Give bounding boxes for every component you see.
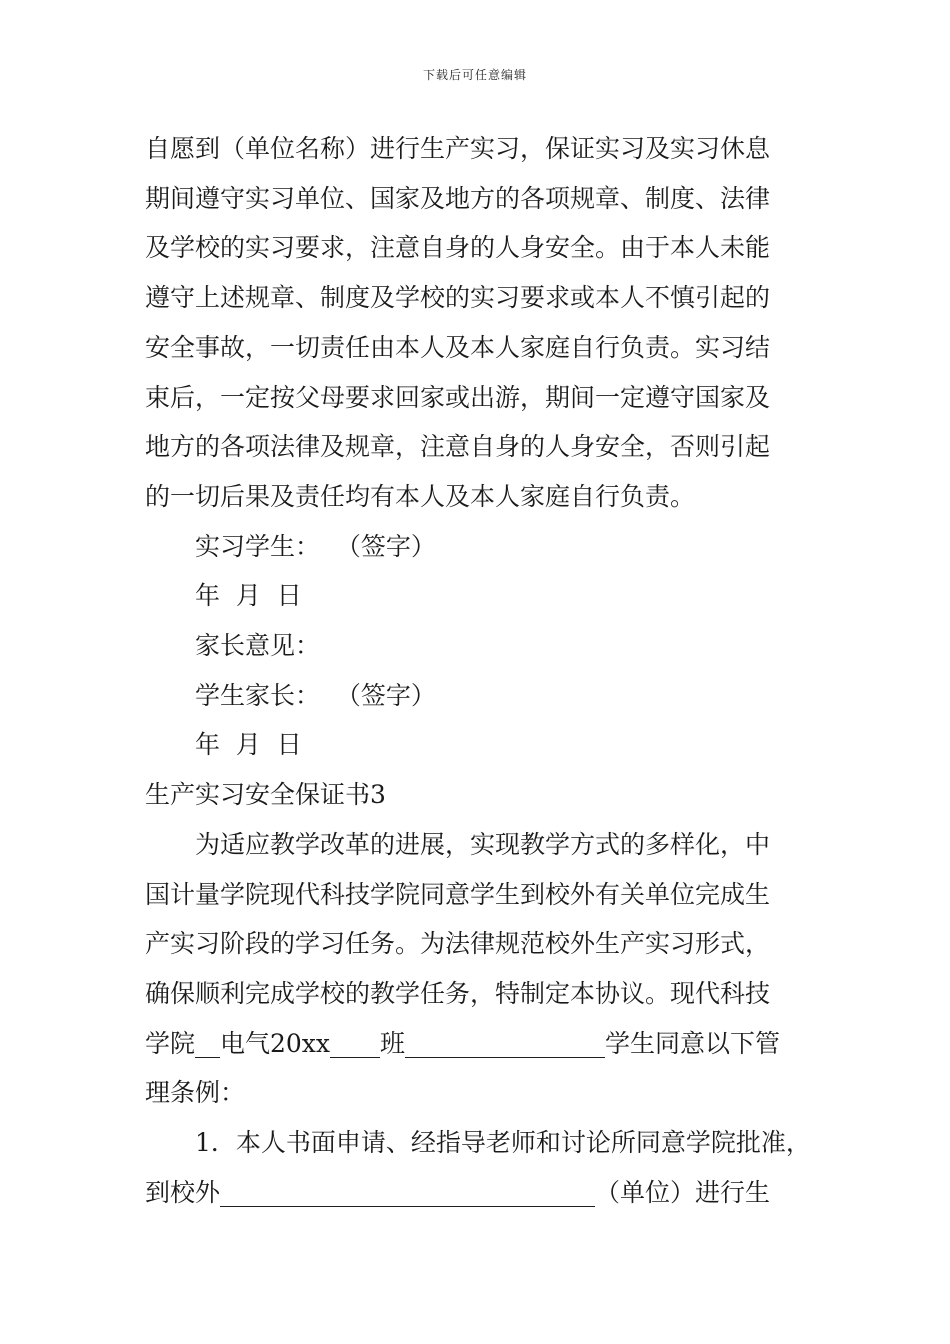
section-title: 生产实习安全保证书3 bbox=[145, 780, 386, 810]
body-line: 及学校的实习要求，注意自身的人身安全。由于本人未能 bbox=[145, 233, 771, 263]
body-line: 学院__电气20xx____班________________学生同意以下管 bbox=[145, 1028, 781, 1058]
body-line: 产实习阶段的学习任务。为法律规范校外生产实习形式， bbox=[145, 929, 771, 959]
date-line: 年 月 日 bbox=[195, 581, 302, 611]
parent-opinion-line: 家长意见： bbox=[195, 631, 321, 661]
parent-signature-line: 学生家长： （签字） bbox=[195, 680, 436, 710]
body-line: 遵守上述规章、制度及学校的实习要求或本人不慎引起的 bbox=[145, 283, 771, 313]
body-line: 地方的各项法律及规章，注意自身的人身安全，否则引起 bbox=[145, 432, 771, 462]
body-line: 期间遵守实习单位、国家及地方的各项规章、制度、法律 bbox=[145, 183, 771, 213]
body-line: 确保顺利完成学校的教学任务，特制定本协议。现代科技 bbox=[145, 978, 771, 1008]
body-line: 的一切后果及责任均有本人及本人家庭自行负责。 bbox=[145, 481, 696, 511]
body-line: 国计量学院现代科技学院同意学生到校外有关单位完成生 bbox=[145, 879, 771, 909]
page-header: 下载后可任意编辑 bbox=[422, 68, 527, 82]
clause-line: 1．本人书面申请、经指导老师和讨论所同意学院批准， bbox=[195, 1128, 811, 1158]
body-line: 安全事故，一切责任由本人及本人家庭自行负责。实习结 bbox=[145, 332, 771, 362]
body-line: 自愿到（单位名称）进行生产实习，保证实习及实习休息 bbox=[145, 134, 771, 163]
body-line: 束后，一定按父母要求回家或出游，期间一定遵守国家及 bbox=[145, 382, 771, 412]
student-signature-line: 实习学生： （签字） bbox=[195, 531, 436, 561]
date-line: 年 月 日 bbox=[195, 730, 302, 760]
body-line: 为适应教学改革的进展，实现教学方式的多样化，中 bbox=[195, 829, 771, 859]
document-body bbox=[145, 124, 815, 1217]
body-line: 到校外______________________________（单位）进行生 bbox=[145, 1177, 771, 1207]
body-line: 理条例： bbox=[145, 1078, 246, 1108]
